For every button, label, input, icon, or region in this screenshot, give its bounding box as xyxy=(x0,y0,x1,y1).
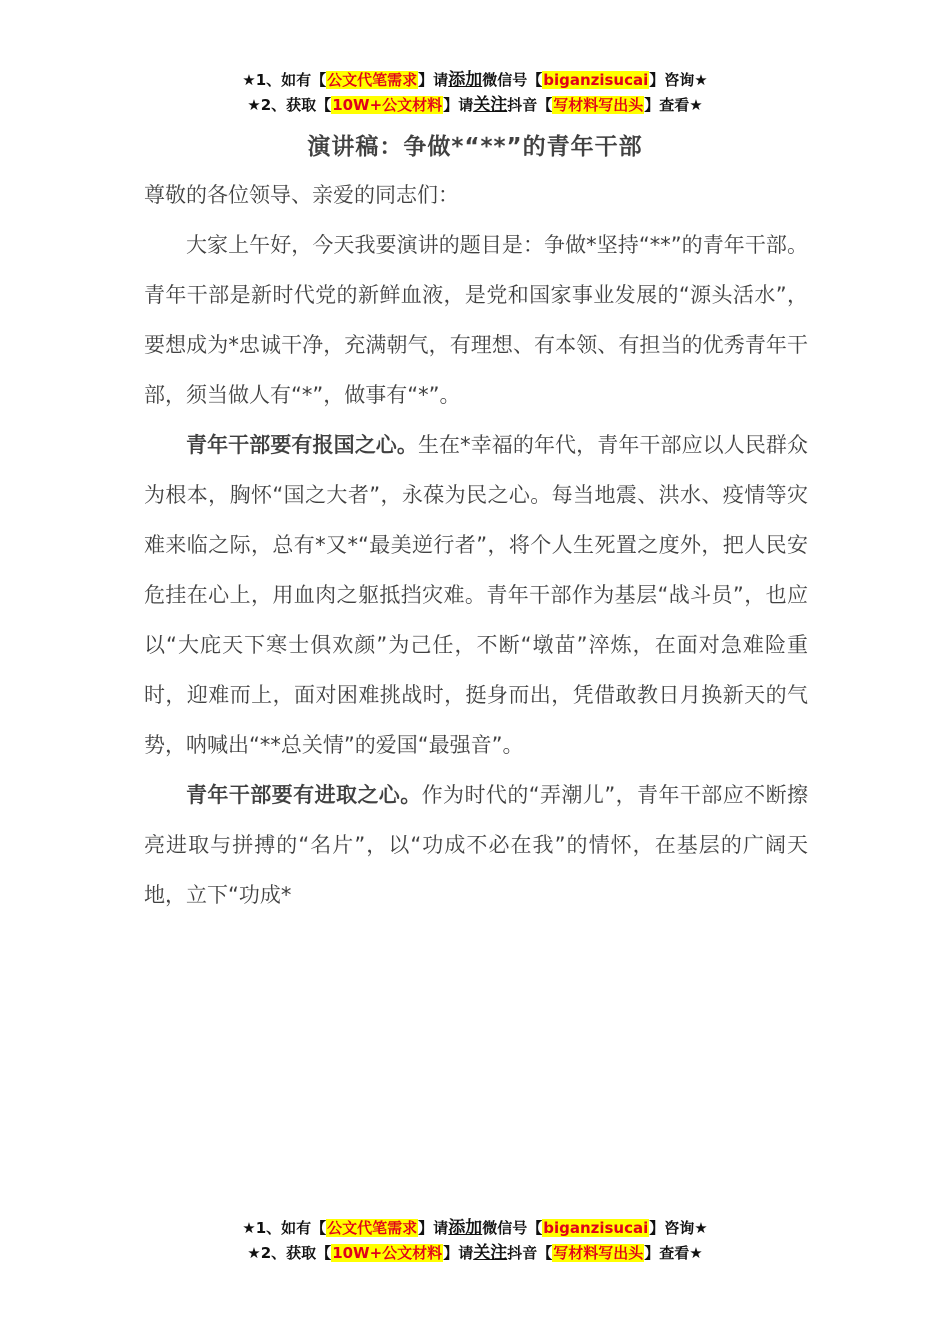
banner-text: 抖音【 xyxy=(507,96,553,114)
paragraph-patriotism xyxy=(144,420,808,770)
highlight-service: 公文代笔需求 xyxy=(327,1219,418,1237)
banner-text: 】请 xyxy=(443,1244,474,1262)
header-banner xyxy=(0,68,950,118)
banner-line-2 xyxy=(0,1241,950,1266)
salutation: 尊敬的各位领导、亲爱的同志们： xyxy=(144,183,459,207)
highlight-service: 公文代笔需求 xyxy=(327,71,418,89)
banner-text: ★1、如有【 xyxy=(242,1219,327,1237)
paragraph-enterprise xyxy=(144,770,808,920)
banner-line-1 xyxy=(0,1216,950,1241)
paragraph-lead: 青年干部要有进取之心。 xyxy=(186,783,422,807)
document-body xyxy=(144,170,808,920)
banner-text: 抖音【 xyxy=(507,1244,553,1262)
banner-text: 】查看★ xyxy=(644,1244,703,1262)
emphasis-add: 添加 xyxy=(448,1218,483,1238)
banner-text: 】请 xyxy=(443,96,474,114)
document-title: 演讲稿：争做*“**”的青年干部 xyxy=(307,134,643,160)
footer-banner xyxy=(0,1216,950,1266)
paragraph-text: 生在*幸福的年代，青年干部应以人民群众为根本，胸怀“国之大者”，永葆为民之心。每当地震、洪水、疫情等灾难来临之际，总有*又*“最美逆行者”，将个人生死置之度外，把人民安危挂在心上，用血肉之躯抵挡灾难。青年干部作为基层“战斗员”，也应以“大庇天下寒士俱欢颜”为己任，不断“墩苗”淬炼，在面对急难险重时，迎难而上，面对困难挑战时，挺身而出，凭借敢教日月换新天的气势，呐喊出“**总关情”的爱国“最强音”。 xyxy=(144,433,809,757)
banner-text: ★1、如有【 xyxy=(242,71,327,89)
banner-line-1 xyxy=(0,68,950,93)
emphasis-follow: 关注 xyxy=(473,1243,508,1263)
highlight-materials: 10W+公文材料 xyxy=(332,96,443,114)
emphasis-follow: 关注 xyxy=(473,95,508,115)
banner-text: 微信号【 xyxy=(482,1219,543,1237)
highlight-materials: 10W+公文材料 xyxy=(332,1244,443,1262)
highlight-douyin-account: 写材料写出头 xyxy=(553,1244,644,1262)
banner-text: ★2、获取【 xyxy=(247,1244,332,1262)
banner-line-2 xyxy=(0,93,950,118)
banner-text: 】咨询★ xyxy=(649,1219,708,1237)
banner-text: 】请 xyxy=(418,71,449,89)
paragraph-text: 作为时代的“弄潮儿”，青年干部应不断擦亮进取与拼搏的“名片”，以“功成不必在我”的情怀，在基层的广阔天地，立下“功成* xyxy=(144,783,808,907)
highlight-wechat-id: biganzisucai xyxy=(543,71,649,89)
banner-text: 】请 xyxy=(418,1219,449,1237)
highlight-wechat-id: biganzisucai xyxy=(543,1219,649,1237)
banner-text: ★2、获取【 xyxy=(247,96,332,114)
highlight-douyin-account: 写材料写出头 xyxy=(553,96,644,114)
banner-text: 微信号【 xyxy=(482,71,543,89)
banner-text: 】咨询★ xyxy=(649,71,708,89)
emphasis-add: 添加 xyxy=(448,70,483,90)
intro-paragraph: 大家上午好，今天我要演讲的题目是：争做*坚持“**”的青年干部。青年干部是新时代党的新鲜血液，是党和国家事业发展的“源头活水”，要想成为*忠诚干净，充满朝气，有理想、有本领、有担当的优秀青年干部，须当做人有“*”，做事有“*”。 xyxy=(144,233,808,407)
banner-text: 】查看★ xyxy=(644,96,703,114)
paragraph-lead: 青年干部要有报国之心。 xyxy=(186,433,418,457)
